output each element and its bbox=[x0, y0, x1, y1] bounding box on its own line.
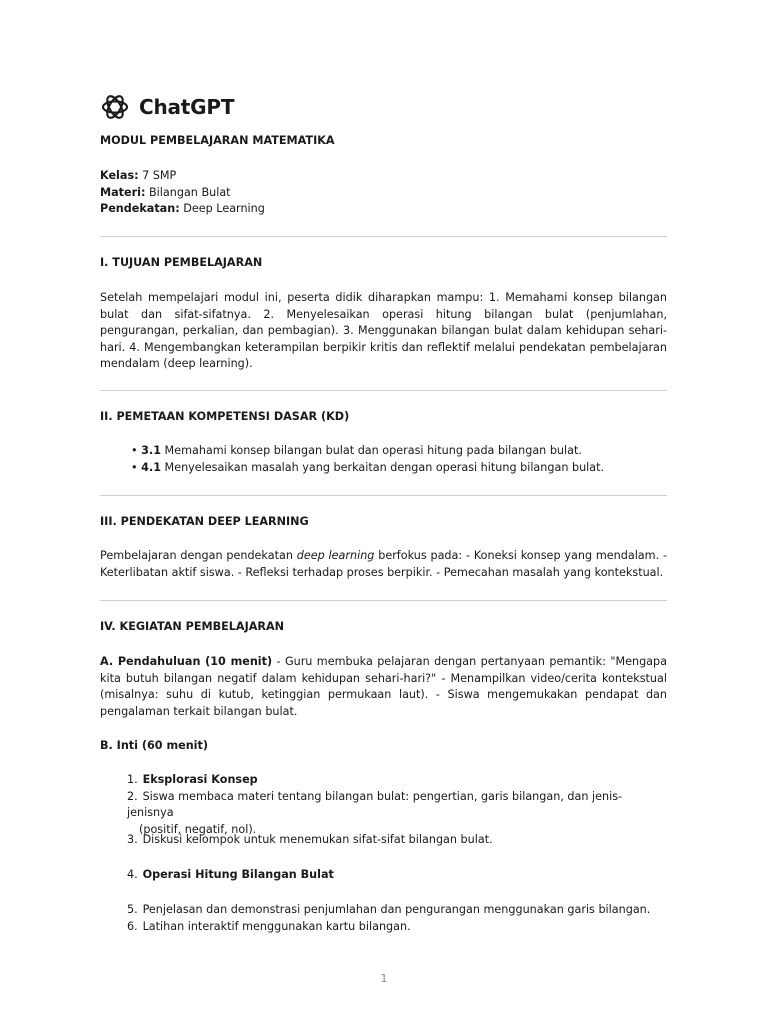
list-number: 1. bbox=[127, 773, 138, 786]
kd-code: 4.1 bbox=[141, 460, 161, 474]
meta-label: Kelas: bbox=[100, 169, 139, 182]
meta-value: 7 SMP bbox=[138, 169, 177, 182]
meta-value: Deep Learning bbox=[179, 202, 265, 215]
subsection-title-inti: B. Inti (60 menit) bbox=[100, 739, 208, 752]
list-item bbox=[127, 832, 667, 849]
subsection-title: A. Pendahuluan (10 menit) bbox=[100, 655, 273, 668]
meta-label: Pendekatan: bbox=[100, 202, 180, 215]
page-number: 1 bbox=[380, 972, 388, 985]
list-item bbox=[131, 460, 667, 477]
section-body-deep-learning bbox=[100, 548, 667, 581]
list-number: 4. bbox=[127, 868, 138, 881]
kd-text: Memahami konsep bilangan bulat dan operasi hitung pada bilangan bulat. bbox=[160, 444, 582, 457]
list-text: Penjelasan dan demonstrasi penjumlahan dan pengurangan menggunakan garis bilangan. bbox=[142, 903, 651, 916]
body-text: - Guru membuka pelajaran dengan pertanyaan pemantik: "Mengapa kita butuh bilangan negatif dalam kehidupan sehari-hari?" - Menampilkan video/cerita kontekstual (misalnya: suhu di kutub, ketinggian permukaan laut). - Siswa mengemukakan pendapat dan pengalaman terkait bilangan bulat. bbox=[100, 655, 667, 718]
kd-text: Menyelesaikan masalah yang berkaitan dengan operasi hitung bilangan bulat. bbox=[160, 460, 605, 474]
list-number: 2. bbox=[127, 789, 138, 803]
list-number: 6. bbox=[127, 919, 138, 933]
list-number: 3. bbox=[127, 833, 138, 846]
section-body-tujuan: Setelah mempelajari modul ini, peserta didik diharapkan mampu: 1. Memahami konsep bilangan bulat dan sifat-sifatnya. 2. Menyelesaikan operasi hitung bilangan bulat (penjumlahan, pengurangan, perkalian, dan pembagian). 3. Menggunakan bilangan bulat dalam kehidupan sehari-hari. 4. Mengembangkan keterampilan berpikir kritis dan reflektif melalui pendekatan pembelajaran mendalam (deep learning). bbox=[100, 291, 667, 370]
list-number: 5. bbox=[127, 903, 138, 916]
document-title: MODUL PEMBELAJARAN MATEMATIKA bbox=[100, 134, 335, 147]
pendahuluan-paragraph bbox=[100, 654, 667, 720]
kd-code: 3.1 bbox=[141, 444, 161, 457]
emphasis-text: deep learning bbox=[296, 549, 375, 562]
meta-kelas bbox=[100, 168, 667, 185]
list-item bbox=[127, 789, 667, 839]
divider bbox=[100, 390, 667, 391]
divider bbox=[100, 495, 667, 496]
list-text: Diskusi kelompok untuk menemukan sifat-sifat bilangan bulat. bbox=[142, 833, 493, 846]
body-text: berfokus pada: - Koneksi konsep yang mendalam. - Keterlibatan aktif siswa. - Refleksi terhadap proses berpikir. - Pemecahan masalah yang kontekstual. bbox=[100, 549, 667, 579]
bullet-glyph: • bbox=[131, 460, 142, 474]
meta-label: Materi: bbox=[100, 185, 146, 199]
section-heading-kd: II. PEMETAAN KOMPETENSI DASAR (KD) bbox=[100, 410, 350, 423]
list-text: Eksplorasi Konsep bbox=[142, 773, 258, 786]
divider bbox=[100, 236, 667, 237]
list-item bbox=[127, 919, 667, 936]
list-item bbox=[127, 902, 667, 919]
section-heading-deep-learning: III. PENDEKATAN DEEP LEARNING bbox=[100, 515, 309, 528]
divider bbox=[100, 600, 667, 601]
brand-name: ChatGPT bbox=[139, 95, 235, 119]
list-text-continued: (positif, negatif, nol). bbox=[139, 822, 257, 836]
list-text: Siswa membaca materi tentang bilangan bulat: pengertian, garis bilangan, dan jenis-jenisnya bbox=[127, 789, 623, 819]
section-heading-kegiatan: IV. KEGIATAN PEMBELAJARAN bbox=[100, 620, 285, 633]
bullet-glyph: • bbox=[131, 444, 142, 457]
kd-list bbox=[131, 443, 667, 476]
list-item bbox=[127, 867, 667, 884]
openai-logo-icon bbox=[100, 92, 130, 122]
meta-value: Bilangan Bulat bbox=[145, 185, 231, 199]
list-item bbox=[131, 443, 667, 460]
chatgpt-logo bbox=[100, 92, 234, 122]
list-text: Operasi Hitung Bilangan Bulat bbox=[142, 868, 334, 881]
body-text: Pembelajaran dengan pendekatan bbox=[100, 549, 297, 562]
meta-materi bbox=[100, 185, 667, 202]
meta-pendekatan bbox=[100, 201, 667, 218]
section-heading-tujuan: I. TUJUAN PEMBELAJARAN bbox=[100, 256, 263, 269]
list-text: Latihan interaktif menggunakan kartu bilangan. bbox=[142, 919, 411, 933]
list-item bbox=[127, 772, 667, 789]
